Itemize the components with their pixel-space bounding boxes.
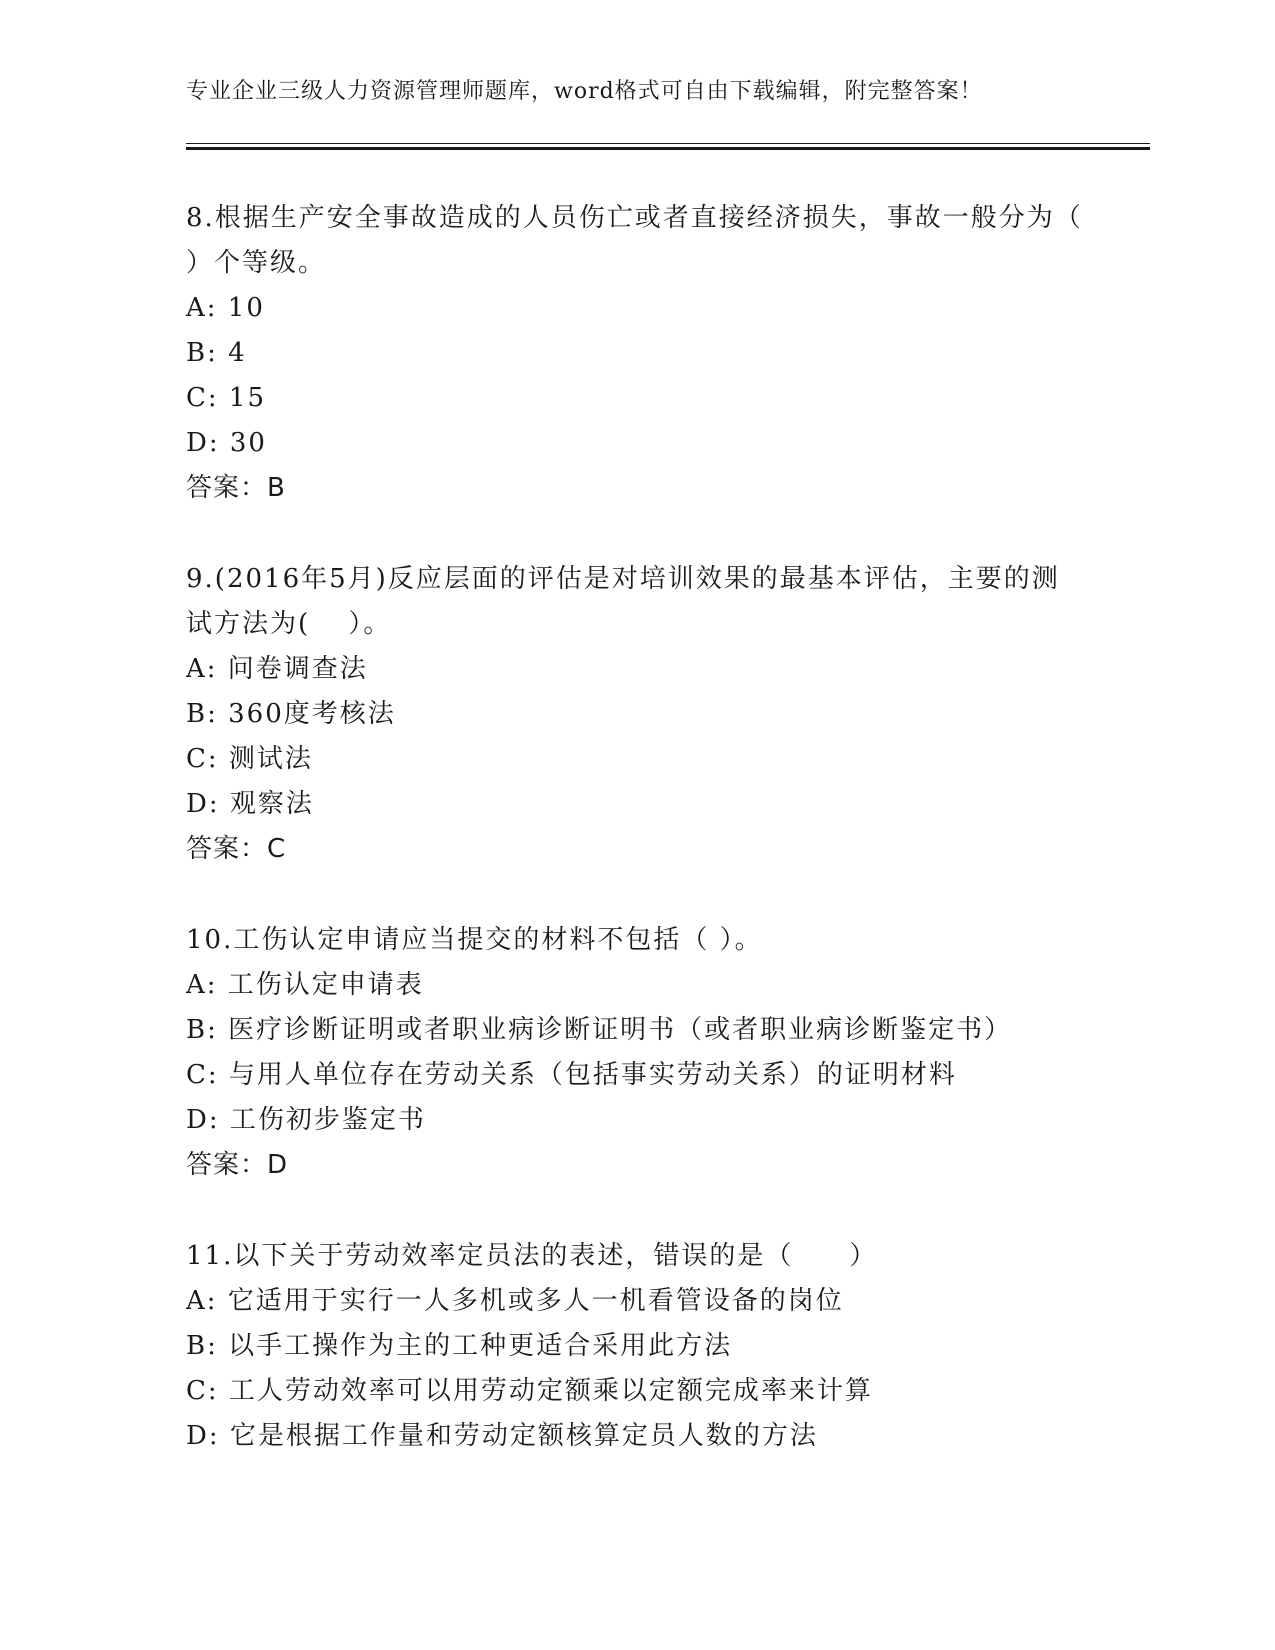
question-text: 9.(2016年5月)反应层面的评估是对培训效果的最基本评估，主要的测试方法为( ）。: [186, 564, 1060, 639]
option-b: B: 以手工操作为主的工种更适合采用此方法: [186, 1331, 733, 1361]
question-10: [186, 918, 1086, 1188]
option-c: C: 测试法: [186, 744, 313, 774]
option-d: D: 30: [186, 428, 267, 458]
question-9: [186, 557, 1086, 872]
option-a: A: 它适用于实行一人多机或多人一机看管设备的岗位: [186, 1286, 844, 1316]
question-list: [186, 196, 1086, 1505]
option-c: C: 15: [186, 383, 267, 413]
question-11: [186, 1234, 1086, 1459]
option-d: D: 观察法: [186, 789, 314, 819]
option-a: A: 工伤认定申请表: [186, 970, 424, 1000]
option-b: B: 360度考核法: [186, 699, 396, 729]
option-c: C: 工人劳动效率可以用劳动定额乘以定额完成率来计算: [186, 1376, 873, 1406]
option-a: A: 问卷调查法: [186, 654, 368, 684]
question-text: 11.以下关于劳动效率定员法的表述，错误的是（ ）: [186, 1241, 878, 1271]
option-b: B: 医疗诊断证明或者职业病诊断证明书（或者职业病诊断鉴定书）: [186, 1015, 1013, 1045]
header-rule-thin: [186, 143, 1150, 144]
document-header: 专业企业三级人力资源管理师题库，word格式可自由下载编辑，附完整答案！: [186, 79, 983, 104]
answer-label: 答案：D: [186, 1150, 289, 1180]
question-text: 10.工伤认定申请应当提交的材料不包括（ ）。: [186, 925, 763, 955]
option-c: C: 与用人单位存在劳动关系（包括事实劳动关系）的证明材料: [186, 1060, 957, 1090]
option-d: D: 它是根据工作量和劳动定额核算定员人数的方法: [186, 1421, 818, 1451]
answer-label: 答案：B: [186, 473, 286, 503]
question-8: [186, 196, 1086, 511]
option-b: B: 4: [186, 338, 247, 368]
header-rule-thick: [186, 147, 1150, 150]
option-d: D: 工伤初步鉴定书: [186, 1105, 426, 1135]
question-text: 8.根据生产安全事故造成的人员伤亡或者直接经济损失，事故一般分为（ ）个等级。: [186, 203, 1083, 278]
option-a: A: 10: [186, 293, 265, 323]
answer-label: 答案：C: [186, 834, 287, 864]
